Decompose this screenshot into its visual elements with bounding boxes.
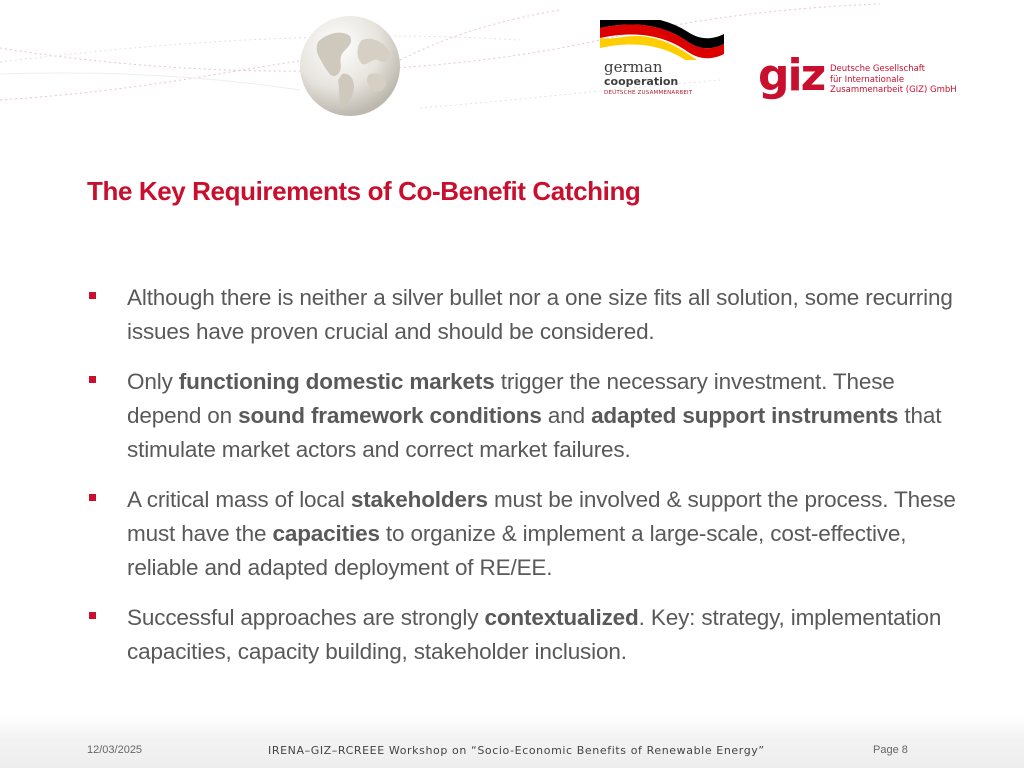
giz-mark: giz [758,50,825,101]
bullet-item [88,365,958,467]
bullet-text-segment: Successful approaches are strongly [127,605,485,630]
giz-name-line: Zusammenarbeit (GIZ) GmbH [830,85,957,95]
giz-name [830,64,960,96]
german-cooperation-line1: german [604,58,663,76]
bullet-marker-icon [89,494,96,501]
bullet-text-segment: trigger the necessary investment. These depend on [127,369,895,428]
bullet-emphasis: sound framework conditions [238,403,542,428]
giz-name-line: für Internationale [830,74,905,85]
footer-page-number: Page 8 [873,744,908,756]
german-cooperation-line2: cooperation [604,75,679,88]
bullet-text-segment: to organize & implement a large-scale, cost-effective, reliable and adapted deployment of RE/EE. [127,521,907,580]
footer-band [0,716,1024,768]
bullet-text-segment: Although there is neither a silver bullet nor a one size fits all solution, some recurring issues have proven crucial and should be considered. [127,285,953,344]
bullet-text-segment: and [541,403,592,428]
bullet-text [127,365,958,467]
bullet-emphasis: functioning domestic markets [178,369,495,394]
bullet-text-segment: must be involved & support the process. These must have the [127,487,956,546]
bullet-list [88,281,958,685]
german-cooperation-logo [596,20,728,100]
bullet-emphasis: contextualized [484,605,639,630]
bullet-emphasis: adapted support instruments [591,403,899,428]
giz-logo [758,50,958,108]
bullet-text [127,601,958,669]
bullet-emphasis: stakeholders [350,487,488,512]
footer-event-title: IRENA–GIZ–RCREEE Workshop on “Socio-Economic Benefits of Renewable Energy” [268,744,765,757]
bullet-text [127,281,958,349]
bullet-item [88,281,958,349]
footer-date: 12/03/2025 [87,744,143,756]
bullet-marker-icon [89,376,96,383]
bullet-item [88,601,958,669]
bullet-marker-icon [89,612,96,619]
german-cooperation-line3: DEUTSCHE ZUSAMMENARBEIT [604,90,693,96]
bullet-emphasis: capacities [272,521,380,546]
bullet-item [88,483,958,585]
bullet-marker-icon [89,292,96,299]
bullet-text-segment: A critical mass of local [127,487,351,512]
german-flag-ribbon-icon [596,20,728,60]
bullet-text-segment: . Key: strategy, implementation capacities, capacity building, stakeholder inclusion. [127,605,942,664]
bullet-text-segment: that stimulate market actors and correct market failures. [127,403,942,462]
giz-name-line: Deutsche Gesellschaft [830,64,925,74]
globe-icon [298,14,402,118]
slide-title: The Key Requirements of Co-Benefit Catching [87,176,641,206]
bullet-text [127,483,958,585]
bullet-text-segment: Only [127,369,179,394]
